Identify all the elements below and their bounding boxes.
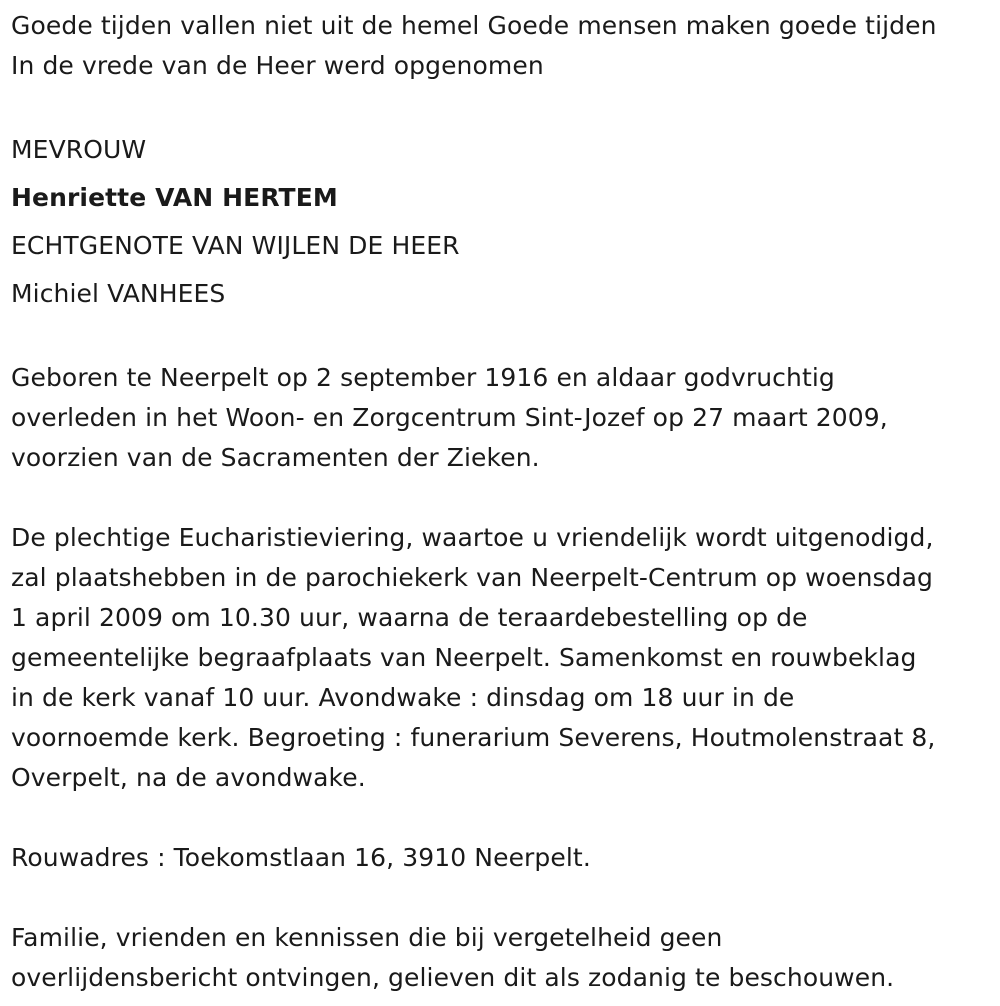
spacer [11, 478, 996, 518]
spacer [11, 318, 996, 358]
obituary-document [11, 6, 996, 998]
ceremony-line-2: zal plaatshebben in de parochiekerk van Neerpelt-Centrum op woensdag [11, 563, 934, 592]
birth-death-line-1: Geboren te Neerpelt op 2 september 1916 en aldaar godvruchtig [11, 363, 835, 392]
relation-line: ECHTGENOTE VAN WIJLEN DE HEER [11, 231, 460, 260]
closing-line-2: overlijdensbericht ontvingen, gelieven dit als zodanig te beschouwen. [11, 963, 895, 992]
spacer [11, 798, 996, 838]
person-title: MEVROUW [11, 135, 147, 164]
spouse-name: Michiel VANHEES [11, 279, 226, 308]
ceremony-line-1: De plechtige Eucharistieviering, waartoe u vriendelijk wordt uitgenodigd, [11, 523, 934, 552]
motto-line-2: In de vrede van de Heer werd opgenomen [11, 51, 544, 80]
ceremony-line-3: 1 april 2009 om 10.30 uur, waarna de teraardebestelling op de [11, 603, 808, 632]
birth-death-line-3: voorzien van de Sacramenten der Zieken. [11, 443, 540, 472]
motto-section [11, 6, 996, 86]
spacer [11, 86, 996, 126]
address-section [11, 838, 996, 878]
spacer [11, 878, 996, 918]
birth-death-section [11, 358, 996, 478]
ceremony-section [11, 518, 996, 798]
ceremony-line-7: Overpelt, na de avondwake. [11, 763, 366, 792]
ceremony-line-6: voornoemde kerk. Begroeting : funerarium Severens, Houtmolenstraat 8, [11, 723, 936, 752]
motto-line-1: Goede tijden vallen niet uit de hemel Goede mensen maken goede tijden [11, 11, 937, 40]
closing-line-1: Familie, vrienden en kennissen die bij vergetelheid geen [11, 923, 723, 952]
ceremony-line-5: in de kerk vanaf 10 uur. Avondwake : dinsdag om 18 uur in de [11, 683, 795, 712]
closing-section [11, 918, 996, 998]
deceased-name: Henriette VAN HERTEM [11, 183, 338, 212]
person-section [11, 126, 996, 318]
birth-death-line-2: overleden in het Woon- en Zorgcentrum Sint-Jozef op 27 maart 2009, [11, 403, 888, 432]
mourning-address: Rouwadres : Toekomstlaan 16, 3910 Neerpelt. [11, 843, 591, 872]
ceremony-line-4: gemeentelijke begraafplaats van Neerpelt. Samenkomst en rouwbeklag [11, 643, 917, 672]
